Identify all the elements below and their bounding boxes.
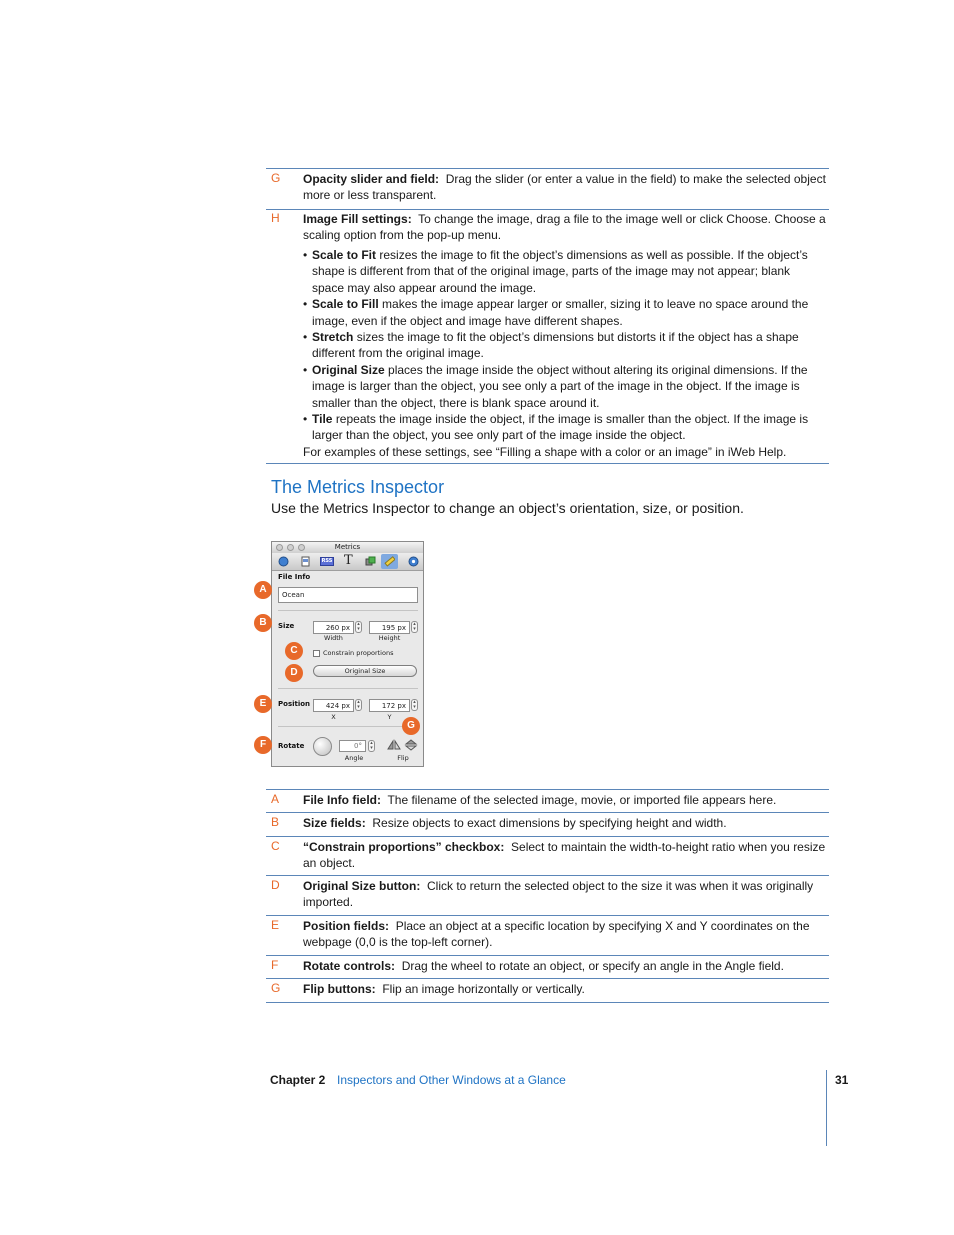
table-rule	[266, 463, 829, 464]
metrics-tab-selected[interactable]	[381, 554, 398, 569]
row-letter: E	[271, 918, 280, 932]
footer-chapter-title[interactable]: Inspectors and Other Windows at a Glance	[337, 1073, 566, 1087]
constrain-proportions-label: Constrain proportions	[323, 649, 394, 657]
inspector-toolbar	[272, 553, 423, 571]
bullet-text: repeats the image inside the object, if the image is smaller than the object. If the image is larger than the object, you see only part of the image inside the object.	[312, 412, 809, 443]
divider	[278, 726, 418, 727]
row-term: Image Fill settings:	[303, 212, 412, 226]
bullet-text: places the image inside the object without altering its original dimensions. If the image is larger than the object, you see only a part of the image in the object. If the image is smaller than the object, there is blank space around it.	[312, 362, 808, 410]
row-text: Click to return the selected object to the size it was when it was originally imported.	[303, 879, 814, 910]
callout-e: E	[254, 695, 272, 713]
callout-f: F	[254, 736, 272, 754]
height-field[interactable]: 195 px	[369, 621, 410, 634]
row-text: Drag the slider (or enter a value in the field) to make the selected object more or less transparent.	[303, 172, 826, 203]
row-text: Resize objects to exact dimensions by specifying height and width.	[372, 816, 727, 830]
angle-label: Angle	[344, 754, 364, 762]
layout-inspector-icon[interactable]	[300, 556, 311, 567]
x-field[interactable]: 424 px	[313, 699, 354, 712]
angle-field[interactable]: 0°	[339, 740, 366, 752]
divider	[278, 688, 418, 689]
size-label: Size	[278, 622, 295, 630]
page-number: 31	[835, 1073, 849, 1087]
y-label: Y	[387, 713, 392, 721]
callout-a: A	[254, 581, 272, 599]
table-rule	[266, 812, 829, 813]
section-title: The Metrics Inspector	[271, 477, 445, 497]
height-stepper[interactable]: ▴ ▾	[411, 621, 418, 633]
file-info-field[interactable]: Ocean	[278, 587, 418, 603]
table-row-description	[303, 211, 826, 244]
bullets-note: For examples of these settings, see “Filling a shape with a color or an image” in iWeb Help.	[303, 444, 787, 459]
table-rule	[266, 875, 829, 876]
position-label: Position	[278, 700, 311, 708]
table-row-description	[303, 981, 826, 997]
table-rule	[266, 209, 829, 210]
row-letter: G	[271, 171, 281, 185]
row-term: Opacity slider and field:	[303, 172, 440, 186]
row-letter: C	[271, 839, 280, 853]
original-size-button[interactable]: Original Size	[313, 665, 417, 677]
height-label: Height	[378, 634, 401, 642]
row-term: Flip buttons:	[303, 982, 376, 996]
row-letter: D	[271, 878, 280, 892]
flip-label: Flip	[397, 754, 409, 762]
row-term: Original Size button:	[303, 879, 421, 893]
list-item: • Scale to Fit resizes the image to fit the object’s dimensions as well as possible. If the object’s shape is different from that of the original image, parts of the image may not appear; blank space may also appear around the image.	[303, 248, 808, 295]
text-inspector-icon[interactable]: T	[344, 553, 353, 568]
table-rule	[266, 168, 829, 169]
flip-horizontal-icon[interactable]	[387, 739, 401, 751]
bullet-text: makes the image appear larger or smaller, sizing it to leave no space around the image, even if the object and image have different shapes.	[312, 297, 809, 328]
window-title: Metrics	[334, 543, 361, 551]
footer-divider	[826, 1070, 827, 1146]
x-stepper[interactable]: ▴ ▾	[355, 699, 362, 711]
row-text: Drag the wheel to rotate an object, or specify an angle in the Angle field.	[401, 959, 784, 973]
row-term: Size fields:	[303, 816, 366, 830]
rotate-wheel[interactable]	[313, 737, 332, 756]
row-text: The filename of the selected image, movie, or imported file appears here.	[387, 793, 777, 807]
width-stepper[interactable]: ▴ ▾	[355, 621, 362, 633]
y-stepper[interactable]: ▴ ▾	[411, 699, 418, 711]
table-row-description	[303, 171, 826, 204]
bullet-text: resizes the image to fit the object’s dimensions as well as possible. If the object’s shape is different from that of the original image, parts of the image may not appear; blank space may also appear around the image.	[312, 248, 808, 295]
table-rule	[266, 1002, 829, 1003]
row-term: File Info field:	[303, 793, 381, 807]
window-titlebar	[272, 542, 423, 553]
row-letter: F	[271, 958, 279, 972]
row-letter: G	[271, 981, 281, 995]
width-label: Width	[324, 634, 343, 642]
divider	[278, 610, 418, 611]
x-label: X	[331, 713, 336, 721]
table-rule	[266, 836, 829, 837]
bullet-term: Scale to Fit	[312, 248, 377, 262]
callout-g: G	[402, 717, 420, 735]
bullet-term: Stretch	[312, 330, 354, 345]
table-row-description	[303, 878, 826, 911]
footer-chapter: Chapter 2	[270, 1073, 326, 1087]
rotate-label: Rotate	[278, 742, 305, 750]
section-intro: Use the Metrics Inspector to change an object’s orientation, size, or position.	[271, 500, 744, 516]
callout-b: B	[254, 614, 272, 632]
list-item: • Stretch sizes the image to fit the object’s dimensions but distorts it if the object has a shape different from the original image.	[303, 330, 799, 361]
list-item: • Scale to Fill makes the image appear larger or smaller, sizing it to leave no space around the image, even if the object and image have different shapes.	[303, 297, 809, 328]
row-letter: B	[271, 815, 280, 829]
width-field[interactable]: 260 px	[313, 621, 354, 634]
table-row-description	[303, 792, 826, 808]
table-row-description	[303, 918, 826, 951]
quicktime-inspector-icon[interactable]	[408, 556, 419, 567]
list-item: • Original Size places the image inside the object without altering its original dimensions. If the image is larger than the object, you see only a part of the image in the object. If the image is smaller than the object, there is blank space around it.	[303, 362, 808, 410]
list-item: • Tile repeats the image inside the object, if the image is smaller than the object. If the image is larger than the object, you see only part of the image inside the object.	[303, 412, 809, 443]
row-letter: H	[271, 211, 280, 225]
table-rule	[266, 915, 829, 916]
row-term: Position fields:	[303, 919, 390, 933]
table-rule	[266, 978, 829, 979]
row-letter: A	[271, 792, 280, 806]
flip-vertical-icon[interactable]	[404, 739, 418, 751]
file-info-label: File Info	[278, 573, 311, 581]
table-row-description	[303, 958, 826, 974]
bullet-text: sizes the image to fit the object’s dimensions but distorts it if the object has a shape different from the original image.	[312, 330, 799, 361]
angle-stepper[interactable]: ▴ ▾	[368, 740, 375, 752]
row-text: Flip an image horizontally or vertically.	[382, 982, 585, 996]
row-text: Select to maintain the width-to-height ratio when you resize an object.	[303, 840, 826, 871]
callout-d: D	[285, 664, 303, 682]
table-row-description	[303, 839, 826, 872]
y-field[interactable]: 172 px	[369, 699, 410, 712]
table-row-description	[303, 815, 826, 831]
row-text: Place an object at a specific location by specifying X and Y coordinates on the webpage (0,0 is the top-left corner).	[303, 919, 810, 950]
graphic-inspector-icon[interactable]	[365, 556, 376, 567]
constrain-proportions-checkbox[interactable]	[313, 650, 320, 657]
bullet-term: Scale to Fill	[312, 297, 379, 312]
table-rule	[266, 789, 829, 790]
bullet-list	[303, 247, 823, 460]
table-rule	[266, 955, 829, 956]
rss-inspector-icon[interactable]: RSS	[321, 558, 333, 564]
row-term: Rotate controls:	[303, 959, 396, 973]
page-inspector-icon[interactable]	[278, 556, 289, 567]
bullet-term: Tile	[312, 412, 333, 427]
row-term: “Constrain proportions” checkbox:	[303, 840, 505, 854]
row-text: To change the image, drag a file to the image well or click Choose. Choose a scaling option from the pop-up menu.	[303, 212, 826, 243]
callout-c: C	[285, 642, 303, 660]
ruler-icon	[384, 556, 395, 567]
bullet-term: Original Size	[312, 362, 385, 377]
